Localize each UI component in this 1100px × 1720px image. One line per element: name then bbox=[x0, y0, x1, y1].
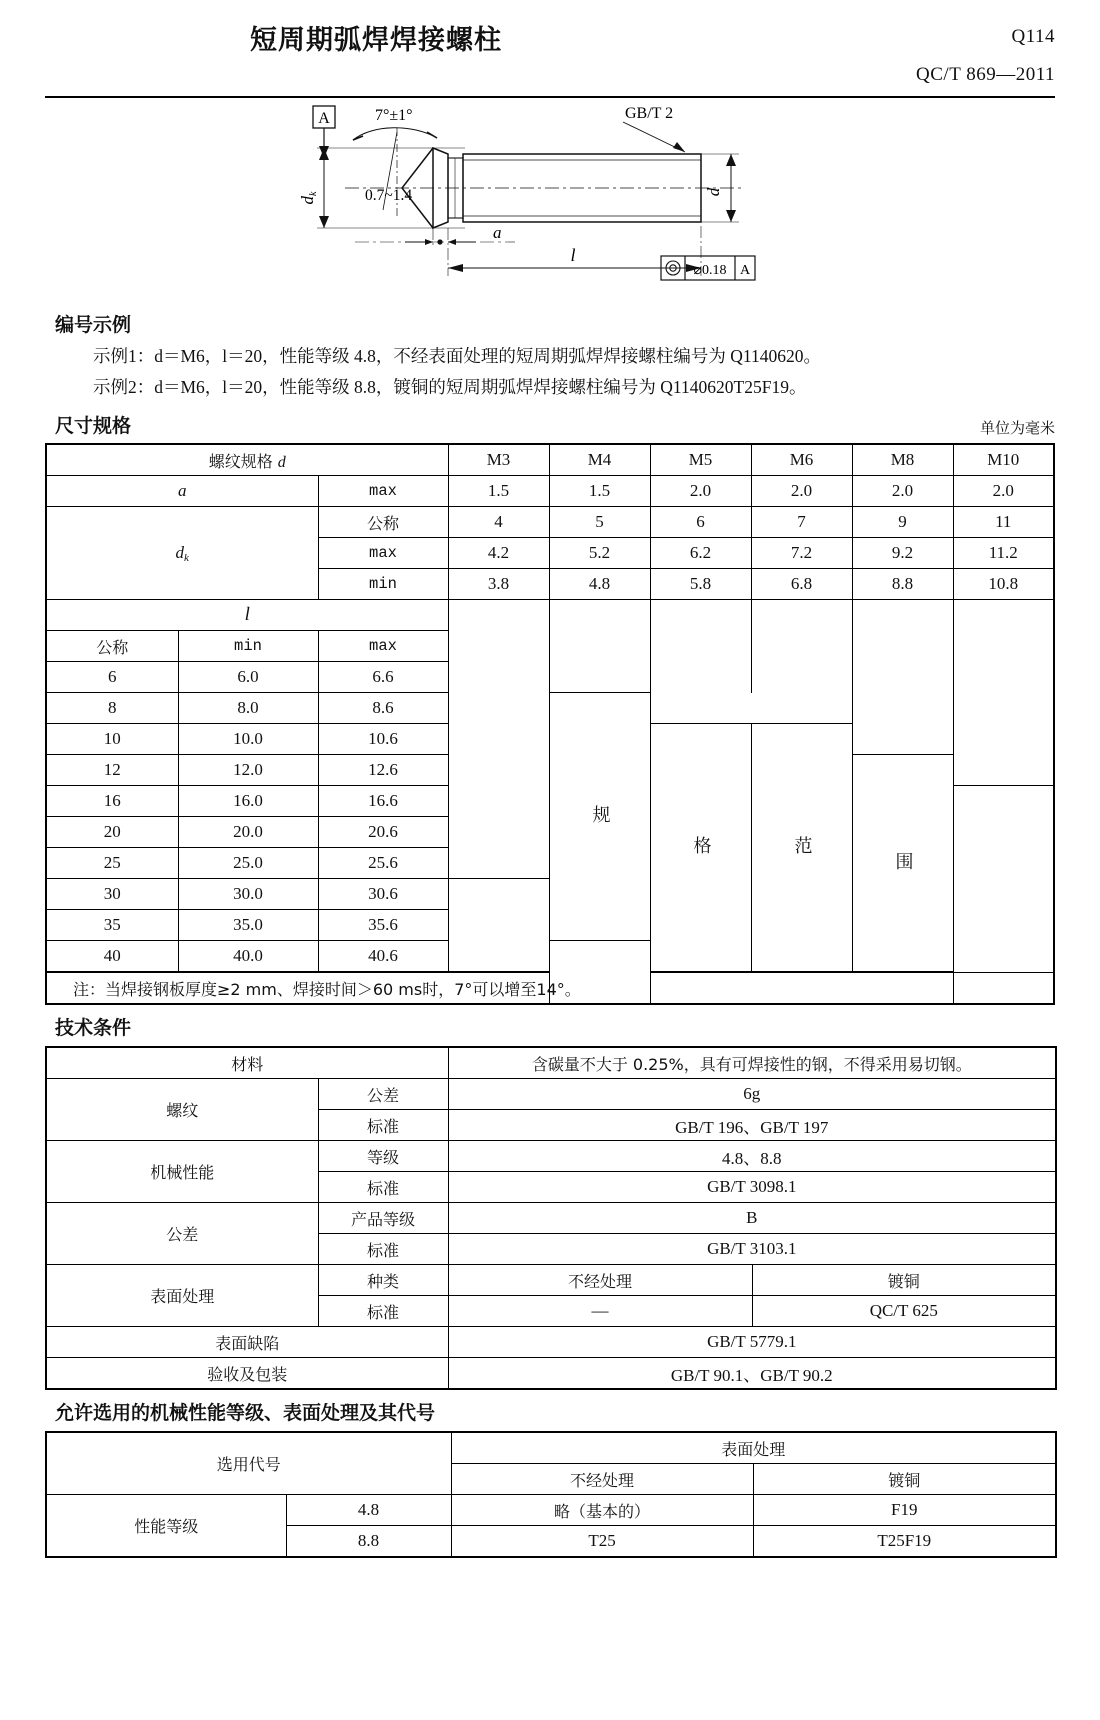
l-max-30: 30.6 bbox=[318, 879, 448, 910]
surface-col-untreated: 不经处理 bbox=[451, 1464, 753, 1495]
numbering-example-1: 示例1：d＝M6，l＝20，性能等级 4.8，不经表面处理的短周期弧焊焊接螺柱编号为 Q1140620。 bbox=[93, 346, 822, 366]
table-row-mech-grade bbox=[46, 1141, 1056, 1172]
mechanical-label: 机械性能 bbox=[46, 1141, 318, 1203]
range-blank-m8-top bbox=[852, 600, 953, 724]
page-header bbox=[45, 0, 1055, 96]
l-min-30: 30.0 bbox=[178, 879, 318, 910]
l-sub-min: min bbox=[178, 631, 318, 662]
tolerance-value-label: ⌀0.18 bbox=[693, 263, 727, 278]
a-m3: 1.5 bbox=[448, 476, 549, 507]
tolerance-frame bbox=[645, 256, 755, 280]
table-row-surface-kind bbox=[46, 1265, 1056, 1296]
dk-max-sub: max bbox=[318, 538, 448, 569]
range-cell-ge bbox=[650, 724, 751, 973]
surface-standard-label: 标准 bbox=[318, 1296, 448, 1327]
range-cell-m10 bbox=[953, 786, 1054, 973]
a-m5: 2.0 bbox=[650, 476, 751, 507]
l-min-20: 20.0 bbox=[178, 817, 318, 848]
thread-size-m10: M10 bbox=[953, 444, 1054, 476]
range-blank-m3-bottom bbox=[448, 879, 549, 973]
surface-treatment-header: 表面处理 bbox=[451, 1432, 1056, 1464]
thread-tolerance-label: 公差 bbox=[318, 1079, 448, 1110]
thread-spec-text: 螺纹规格 bbox=[208, 451, 273, 471]
range-blank-m4-top bbox=[549, 600, 650, 662]
surface-kind-untreated: 不经处理 bbox=[448, 1265, 752, 1296]
thread-spec-symbol: d bbox=[277, 453, 286, 471]
table-row-dk-nominal bbox=[46, 507, 1054, 538]
thread-size-m5: M5 bbox=[650, 444, 751, 476]
mechanical-grade-label: 等级 bbox=[318, 1141, 448, 1172]
l-sub-nominal: 公称 bbox=[46, 631, 178, 662]
l-sub-max: max bbox=[318, 631, 448, 662]
table-row-tol-grade bbox=[46, 1203, 1056, 1234]
l-min-12: 12.0 bbox=[178, 755, 318, 786]
l-nominal-8: 8 bbox=[46, 693, 178, 724]
l-min-35: 35.0 bbox=[178, 910, 318, 941]
standard-number: QC/T 869—2011 bbox=[916, 64, 1055, 85]
table-row-l-header bbox=[46, 600, 1054, 631]
dk-nom-m8: 9 bbox=[852, 507, 953, 538]
l-nominal-20: 20 bbox=[46, 817, 178, 848]
l-max-25: 25.6 bbox=[318, 848, 448, 879]
tolerance-label: 公差 bbox=[46, 1203, 318, 1265]
l-min-8: 8.0 bbox=[178, 693, 318, 724]
numbering-example-2: 示例2：d＝M6，l＝20，性能等级 8.8，镀铜的短周期弧焊焊接螺柱编号为 Q1140620T25F19。 bbox=[93, 377, 807, 397]
code-48-copper: F19 bbox=[753, 1495, 1056, 1526]
l-max-6: 6.6 bbox=[318, 662, 448, 693]
code-88-copper: T25F19 bbox=[753, 1526, 1056, 1558]
dk-nom-m3: 4 bbox=[448, 507, 549, 538]
a-m4: 1.5 bbox=[549, 476, 650, 507]
a-m6: 2.0 bbox=[751, 476, 852, 507]
dk-nom-m4: 5 bbox=[549, 507, 650, 538]
thread-label: 螺纹 bbox=[46, 1079, 318, 1141]
l-max-10: 10.6 bbox=[318, 724, 448, 755]
table-row-thread-tol bbox=[46, 1079, 1056, 1110]
range-blank-m3-top bbox=[448, 600, 549, 879]
l-nominal-10: 10 bbox=[46, 724, 178, 755]
gbt2-label: GB/T 2 bbox=[625, 105, 674, 122]
numbering-heading: 编号示例 bbox=[55, 314, 132, 336]
dk-min-m8: 8.8 bbox=[852, 569, 953, 600]
dk-nom-m10: 11 bbox=[953, 507, 1054, 538]
dk-min-m6: 6.8 bbox=[751, 569, 852, 600]
l-dimension-label: l bbox=[570, 245, 576, 265]
l-min-10: 10.0 bbox=[178, 724, 318, 755]
range-char-3: 范 bbox=[791, 836, 813, 854]
row-a-label: a bbox=[46, 476, 318, 507]
l-min-6: 6.0 bbox=[178, 662, 318, 693]
flange-dim-label: 0.7~1.4 bbox=[365, 187, 413, 204]
thread-standard-label: 标准 bbox=[318, 1110, 448, 1141]
range-char-1: 规 bbox=[589, 805, 611, 823]
table-row-material bbox=[46, 1047, 1056, 1079]
dk-max-m5: 6.2 bbox=[650, 538, 751, 569]
dk-max-m8: 9.2 bbox=[852, 538, 953, 569]
l-max-40: 40.6 bbox=[318, 941, 448, 973]
product-grade-label: 产品等级 bbox=[318, 1203, 448, 1234]
mechanical-grade-value: 4.8、8.8 bbox=[448, 1141, 1056, 1172]
dimensions-note: 注：当焊接钢板厚度≥2 mm、焊接时间＞60 ms时，7°可以增至14°。 bbox=[46, 972, 953, 1004]
grade-value-48: 4.8 bbox=[286, 1495, 451, 1526]
surface-treatment-label: 表面处理 bbox=[46, 1265, 318, 1327]
dk-nom-m5: 6 bbox=[650, 507, 751, 538]
table-row-note bbox=[46, 972, 1054, 1004]
thread-spec-label bbox=[46, 444, 448, 476]
dk-max-m4: 5.2 bbox=[549, 538, 650, 569]
table-row-sel-48 bbox=[46, 1495, 1056, 1526]
l-nominal-25: 25 bbox=[46, 848, 178, 879]
product-grade-value: B bbox=[448, 1203, 1056, 1234]
selection-table bbox=[45, 1431, 1057, 1558]
range-cell-fan bbox=[751, 724, 852, 973]
technical-heading: 技术条件 bbox=[55, 1017, 132, 1039]
l-nominal-6: 6 bbox=[46, 662, 178, 693]
l-min-40: 40.0 bbox=[178, 941, 318, 973]
l-max-8: 8.6 bbox=[318, 693, 448, 724]
a-m10: 2.0 bbox=[953, 476, 1054, 507]
table-row-a bbox=[46, 476, 1054, 507]
code-48-untreated: 略（基本的） bbox=[451, 1495, 753, 1526]
l-max-35: 35.6 bbox=[318, 910, 448, 941]
table-row-defect bbox=[46, 1327, 1056, 1358]
thread-size-m6: M6 bbox=[751, 444, 852, 476]
dk-dimension-label: dk bbox=[298, 191, 319, 205]
selection-code-header: 选用代号 bbox=[46, 1432, 451, 1495]
l-max-20: 20.6 bbox=[318, 817, 448, 848]
surface-defect-label: 表面缺陷 bbox=[46, 1327, 448, 1358]
dimensions-heading: 尺寸规格 bbox=[55, 415, 132, 437]
l-nominal-12: 12 bbox=[46, 755, 178, 786]
range-char-4: 围 bbox=[892, 851, 914, 870]
angle-label: 7°±1° bbox=[375, 107, 413, 124]
datum-a-label: A bbox=[318, 110, 330, 127]
range-blank-m6-top bbox=[751, 600, 852, 693]
dk-min-sub: min bbox=[318, 569, 448, 600]
selection-heading: 允许选用的机械性能等级、表面处理及其代号 bbox=[55, 1402, 436, 1424]
d-dimension-label: d bbox=[704, 187, 723, 197]
l-nominal-16: 16 bbox=[46, 786, 178, 817]
thread-size-m8: M8 bbox=[852, 444, 953, 476]
l-min-25: 25.0 bbox=[178, 848, 318, 879]
table-row-thread bbox=[46, 444, 1054, 476]
row-a-sub: max bbox=[318, 476, 448, 507]
l-nominal-30: 30 bbox=[46, 879, 178, 910]
material-value: 含碳量不大于 0.25%，具有可焊接性的钢，不得采用易切钢。 bbox=[448, 1047, 1056, 1079]
dk-min-m10: 10.8 bbox=[953, 569, 1054, 600]
dk-nominal-sub: 公称 bbox=[318, 507, 448, 538]
dimensions-table bbox=[45, 443, 1055, 1005]
l-min-16: 16.0 bbox=[178, 786, 318, 817]
surface-defect-value: GB/T 5779.1 bbox=[448, 1327, 1056, 1358]
a-dimension-label: a bbox=[493, 223, 502, 242]
surface-col-copper: 镀铜 bbox=[753, 1464, 1056, 1495]
thread-tolerance-value: 6g bbox=[448, 1079, 1056, 1110]
dk-min-m3: 3.8 bbox=[448, 569, 549, 600]
mechanical-standard-label: 标准 bbox=[318, 1172, 448, 1203]
a-m8: 2.0 bbox=[852, 476, 953, 507]
surface-standard-copper: QC/T 625 bbox=[752, 1296, 1056, 1327]
thread-standard-value: GB/T 196、GB/T 197 bbox=[448, 1110, 1056, 1141]
table-row-packing bbox=[46, 1358, 1056, 1390]
page-title: 短周期弧焊焊接螺柱 bbox=[250, 25, 502, 56]
technical-drawing bbox=[45, 98, 1055, 298]
mechanical-standard-value: GB/T 3098.1 bbox=[448, 1172, 1056, 1203]
dk-max-m3: 4.2 bbox=[448, 538, 549, 569]
technical-table bbox=[45, 1046, 1057, 1390]
l-max-12: 12.6 bbox=[318, 755, 448, 786]
stud-drawing-svg bbox=[45, 98, 1055, 298]
table-row-sel-head1 bbox=[46, 1432, 1056, 1464]
range-blank-m5-top bbox=[650, 600, 751, 693]
dk-max-m6: 7.2 bbox=[751, 538, 852, 569]
tolerance-standard-value: GB/T 3103.1 bbox=[448, 1234, 1056, 1265]
surface-kind-label: 种类 bbox=[318, 1265, 448, 1296]
range-char-2: 格 bbox=[690, 836, 712, 854]
dk-label-text: d bbox=[175, 542, 185, 562]
packing-value: GB/T 90.1、GB/T 90.2 bbox=[448, 1358, 1056, 1390]
thread-size-m4: M4 bbox=[549, 444, 650, 476]
grade-label: 性能等级 bbox=[46, 1495, 286, 1558]
range-cell-wei bbox=[852, 755, 953, 973]
dk-nom-m6: 7 bbox=[751, 507, 852, 538]
dk-label bbox=[46, 507, 318, 600]
range-cell-gui bbox=[549, 693, 650, 941]
material-label: 材料 bbox=[46, 1047, 448, 1079]
l-max-16: 16.6 bbox=[318, 786, 448, 817]
tolerance-datum-label: A bbox=[739, 263, 751, 278]
packing-label: 验收及包装 bbox=[46, 1358, 448, 1390]
unit-note: 单位为毫米 bbox=[979, 419, 1055, 437]
thread-size-m3: M3 bbox=[448, 444, 549, 476]
code-88-untreated: T25 bbox=[451, 1526, 753, 1558]
dk-min-m5: 5.8 bbox=[650, 569, 751, 600]
range-blank-m10-top bbox=[953, 600, 1054, 755]
tolerance-standard-label: 标准 bbox=[318, 1234, 448, 1265]
dk-min-m4: 4.8 bbox=[549, 569, 650, 600]
surface-kind-copper: 镀铜 bbox=[752, 1265, 1056, 1296]
l-label: l bbox=[46, 600, 448, 631]
grade-value-88: 8.8 bbox=[286, 1526, 451, 1558]
surface-standard-untreated: — bbox=[448, 1296, 752, 1327]
dk-label-sub: k bbox=[184, 551, 189, 564]
l-nominal-40: 40 bbox=[46, 941, 178, 973]
part-code: Q114 bbox=[1011, 26, 1055, 47]
dk-max-m10: 11.2 bbox=[953, 538, 1054, 569]
l-nominal-35: 35 bbox=[46, 910, 178, 941]
